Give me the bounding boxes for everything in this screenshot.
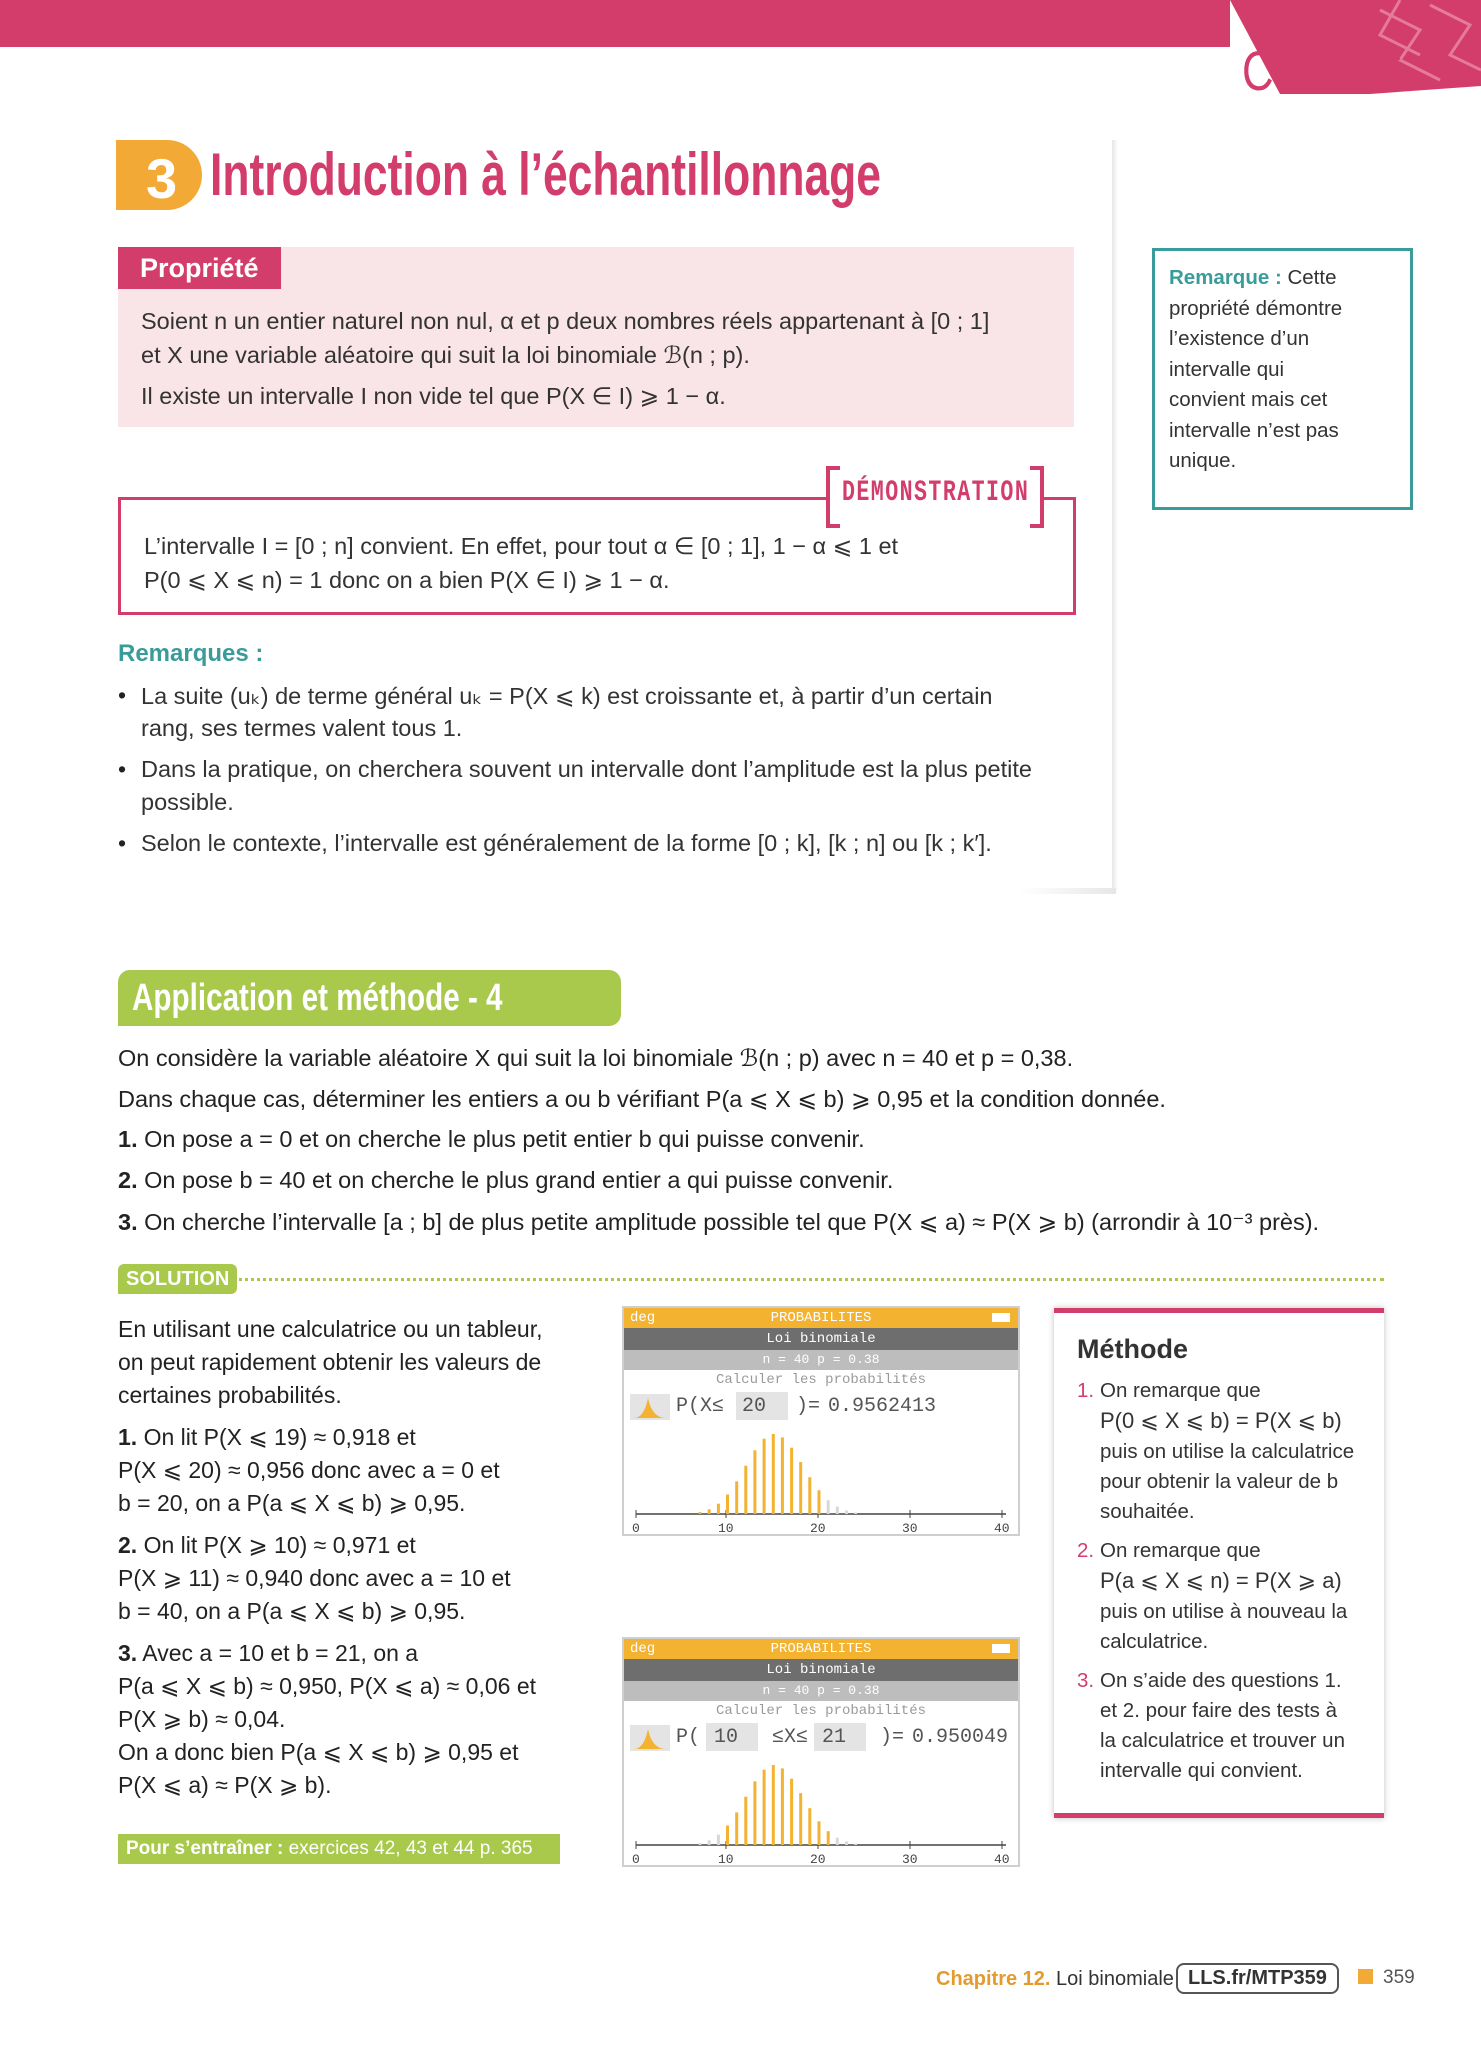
solution-3-line-4: On a donc bien P(a ⩽ X ⩽ b) ⩾ 0,95 et bbox=[118, 1739, 519, 1765]
solution-intro-1: En utilisant une calculatrice ou un tableur, bbox=[118, 1316, 543, 1342]
solution-2-line-3: b = 40, on a P(a ⩽ X ⩽ b) ⩾ 0,95. bbox=[118, 1598, 466, 1624]
remarques-title: Remarques : bbox=[118, 640, 264, 667]
application-q2 bbox=[118, 1167, 893, 1194]
application-q3 bbox=[118, 1208, 1319, 1236]
hist-bar bbox=[708, 1840, 711, 1845]
bullet-dot: • bbox=[118, 756, 127, 782]
s2-text: On lit P(X ⩾ 10) ≈ 0,971 et bbox=[137, 1532, 416, 1558]
application-q1 bbox=[118, 1126, 865, 1153]
demonstration-tag-text: DÉMONSTRATION bbox=[842, 476, 1030, 510]
solution-tag: SOLUTION bbox=[118, 1264, 237, 1294]
hist-tick-label: 0 bbox=[632, 1521, 640, 1534]
hist-bar bbox=[808, 1808, 811, 1845]
calc-field-b[interactable] bbox=[814, 1723, 866, 1751]
remarque-side-label: Remarque : bbox=[1169, 266, 1282, 289]
calc-law: Loi binomiale bbox=[624, 1328, 1018, 1350]
solution-2-line-1 bbox=[118, 1532, 416, 1559]
cours-label: COURS bbox=[1242, 39, 1404, 102]
hist-bar bbox=[753, 1450, 756, 1514]
hist-bar bbox=[699, 1843, 702, 1845]
remarque-1-line-2: rang, ses termes valent tous 1. bbox=[141, 715, 463, 741]
s3-text: Avec a = 10 et b = 21, on a bbox=[137, 1640, 419, 1666]
hist-bar bbox=[744, 1797, 747, 1845]
remarque-side-line: propriété démontre bbox=[1169, 296, 1343, 320]
calc-histogram bbox=[624, 1753, 1018, 1865]
remarque-2-line-1: Dans la pratique, on cherchera souvent un intervalle dont l’amplitude est la plus petite bbox=[141, 756, 1032, 782]
hist-bar bbox=[790, 1779, 793, 1845]
hist-bar bbox=[845, 1842, 848, 1846]
section-title: Introduction à l’échantillonnage bbox=[210, 141, 881, 208]
hist-bar bbox=[735, 1481, 738, 1514]
calc-mode: deg bbox=[630, 1310, 656, 1326]
calc-expr-mid: ≤X≤ bbox=[772, 1726, 809, 1749]
hist-tick-label: 40 bbox=[994, 1521, 1010, 1534]
solution-intro-2: on peut rapidement obtenir les valeurs de bbox=[118, 1349, 542, 1375]
hist-bar bbox=[726, 1826, 729, 1846]
hist-bar bbox=[772, 1434, 775, 1514]
distribution-icon bbox=[630, 1725, 670, 1751]
methode-3-line-4: intervalle qui convient. bbox=[1100, 1759, 1303, 1782]
methode-1-line-4: pour obtenir la valeur de b bbox=[1100, 1470, 1339, 1493]
s3-number: 3. bbox=[118, 1640, 138, 1666]
bullet-dot: • bbox=[118, 682, 127, 708]
calc-title: PROBABILITES bbox=[770, 1641, 872, 1657]
card-shadow-right bbox=[1112, 140, 1118, 892]
calc-header bbox=[624, 1308, 1018, 1328]
methode-2-line-2: P(a ⩽ X ⩽ n) = P(X ⩾ a) bbox=[1100, 1568, 1342, 1593]
methode-3-line-3: la calculatrice et trouver un bbox=[1100, 1729, 1345, 1752]
remarque-side-box bbox=[1152, 248, 1413, 510]
hist-bar bbox=[717, 1504, 720, 1514]
section-number-text: 3 bbox=[146, 147, 178, 210]
hist-tick-label: 30 bbox=[902, 1852, 918, 1865]
calc-expression bbox=[624, 1723, 1018, 1753]
methode-3-line-2: et 2. pour faire des tests à bbox=[1100, 1699, 1338, 1722]
hist-bar bbox=[827, 1831, 830, 1845]
hist-bar bbox=[845, 1511, 848, 1515]
calc-field-b-value: 20 bbox=[742, 1395, 767, 1418]
hist-tick-label: 30 bbox=[902, 1521, 918, 1534]
hist-bar bbox=[735, 1812, 738, 1845]
footer-square-icon bbox=[1358, 1969, 1373, 1984]
hist-bar bbox=[744, 1466, 747, 1514]
hist-bar bbox=[854, 1844, 857, 1846]
bracket-left bbox=[826, 466, 840, 528]
calc-expr-prefix: P( bbox=[676, 1726, 701, 1749]
q1-number: 1. bbox=[118, 1126, 138, 1152]
footer-chapter-name: Loi binomiale bbox=[1050, 1968, 1174, 1990]
solution-3-line-1 bbox=[118, 1640, 418, 1667]
solution-3-line-5: P(X ⩽ a) ≈ P(X ⩾ b). bbox=[118, 1772, 332, 1798]
hist-tick-label: 10 bbox=[718, 1521, 734, 1534]
q3-number: 3. bbox=[118, 1209, 138, 1235]
s1-text: On lit P(X ⩽ 19) ≈ 0,918 et bbox=[137, 1424, 416, 1450]
solution-3-line-3: P(X ⩾ b) ≈ 0,04. bbox=[118, 1706, 286, 1732]
calc-expression bbox=[624, 1392, 1018, 1422]
calc-law: Loi binomiale bbox=[624, 1659, 1018, 1681]
hist-bar bbox=[818, 1490, 821, 1514]
hist-bar bbox=[790, 1448, 793, 1514]
hist-tick-label: 40 bbox=[994, 1852, 1010, 1865]
hist-bar bbox=[708, 1509, 711, 1514]
solution-3-line-2: P(a ⩽ X ⩽ b) ≈ 0,950, P(X ⩽ a) ≈ 0,06 et bbox=[118, 1673, 537, 1699]
hist-bar bbox=[763, 1770, 766, 1845]
training-label: Pour s’entraîner : bbox=[126, 1838, 284, 1859]
calc-field-b-value: 21 bbox=[822, 1726, 847, 1749]
hist-bar bbox=[799, 1793, 802, 1845]
solution-intro-3: certaines probabilités. bbox=[118, 1382, 342, 1408]
propriete-line-1: Soient n un entier naturel non nul, α et p deux nombres réels appartenant à [0 ; 1] bbox=[141, 308, 990, 334]
calc-expr-prefix: P(X≤ bbox=[676, 1395, 725, 1418]
solution-1-line-3: b = 20, on a P(a ⩽ X ⩽ b) ⩾ 0,95. bbox=[118, 1490, 466, 1516]
methode-3-number: 3. bbox=[1077, 1669, 1095, 1692]
hist-bar bbox=[836, 1507, 839, 1514]
q1-text: On pose a = 0 et on cherche le plus petit entier b qui puisse convenir. bbox=[137, 1126, 865, 1152]
demonstration-line-1: L’intervalle I = [0 ; n] convient. En effet, pour tout α ∈ [0 ; 1], 1 − α ⩽ 1 et bbox=[144, 533, 899, 559]
footer-link[interactable]: LLS.fr/MTP359 bbox=[1176, 1963, 1339, 1994]
hist-bar bbox=[808, 1477, 811, 1514]
hist-bar bbox=[799, 1462, 802, 1514]
methode-2-line-1: On remarque que bbox=[1100, 1539, 1261, 1562]
methode-1-number: 1. bbox=[1077, 1379, 1095, 1402]
bracket-right bbox=[1030, 466, 1044, 528]
s2-number: 2. bbox=[118, 1532, 138, 1558]
remarque-side-line: l’existence d’un bbox=[1169, 327, 1310, 350]
remarque-3-line-1: Selon le contexte, l’intervalle est généralement de la forme [0 ; k], [k ; n] ou [k ; k′]. bbox=[141, 830, 992, 856]
calc-field-a-value: 10 bbox=[714, 1726, 739, 1749]
calc-expr-suffix: )= bbox=[796, 1395, 821, 1418]
calc-field-a[interactable] bbox=[706, 1723, 758, 1751]
hist-bar bbox=[699, 1512, 702, 1514]
hist-tick-label: 0 bbox=[632, 1852, 640, 1865]
training-banner[interactable] bbox=[118, 1834, 560, 1864]
methode-2-number: 2. bbox=[1077, 1539, 1095, 1562]
hist-bar bbox=[717, 1835, 720, 1845]
calc-result: 0.9562413 bbox=[828, 1395, 937, 1418]
battery-icon bbox=[992, 1313, 1010, 1322]
calc-histogram bbox=[624, 1422, 1018, 1534]
s1-number: 1. bbox=[118, 1424, 138, 1450]
q2-text: On pose b = 40 et on cherche le plus grand entier a qui puisse convenir. bbox=[137, 1167, 894, 1193]
footer-chapter bbox=[936, 1968, 1174, 1991]
calc-result: 0.950049 bbox=[912, 1726, 1009, 1749]
hist-bar bbox=[763, 1439, 766, 1514]
bullet-dot: • bbox=[118, 830, 127, 856]
demonstration-line-2: P(0 ⩽ X ⩽ n) = 1 donc on a bien P(X ∈ I) ⩾ 1 − α. bbox=[144, 567, 670, 593]
calc-params: n = 40 p = 0.38 bbox=[624, 1681, 1018, 1701]
methode-2-line-4: calculatrice. bbox=[1100, 1630, 1209, 1653]
hist-bar bbox=[781, 1768, 784, 1845]
remarque-side-line: unique. bbox=[1169, 449, 1237, 472]
remarque-1-line-1: La suite (uₖ) de terme général uₖ = P(X ⩽ k) est croissante et, à partir d’un certain bbox=[141, 683, 993, 709]
section-number bbox=[116, 140, 202, 210]
hist-bar bbox=[836, 1838, 839, 1845]
methode-title: Méthode bbox=[1077, 1334, 1188, 1364]
remarque-side-line: Cette bbox=[1281, 266, 1337, 289]
propriete-tag: Propriété bbox=[118, 247, 281, 289]
q3-text: On cherche l’intervalle [a ; b] de plus petite amplitude possible tel que P(X ⩽ a) ≈ P(X ⩾ b) (arrondir à 10⁻³ près). bbox=[137, 1209, 1320, 1235]
methode-1-line-5: souhaitée. bbox=[1100, 1500, 1195, 1523]
calculator-screen-2 bbox=[622, 1637, 1020, 1867]
calc-params: n = 40 p = 0.38 bbox=[624, 1350, 1018, 1370]
hist-bar bbox=[854, 1513, 857, 1515]
calc-field-b[interactable] bbox=[736, 1392, 788, 1420]
calc-title: PROBABILITES bbox=[770, 1310, 872, 1326]
distribution-icon bbox=[630, 1394, 670, 1420]
methode-1-line-3: puis on utilise la calculatrice bbox=[1100, 1440, 1355, 1463]
battery-icon bbox=[992, 1644, 1010, 1653]
solution-1-line-1 bbox=[118, 1424, 416, 1451]
calculator-screen-1 bbox=[622, 1306, 1020, 1536]
propriete-line-3: Il existe un intervalle I non vide tel que P(X ∈ I) ⩾ 1 − α. bbox=[141, 383, 726, 409]
hist-bar bbox=[772, 1765, 775, 1845]
header-bar bbox=[0, 0, 1230, 47]
application-intro-1: On considère la variable aléatoire X qui suit la loi binomiale ℬ(n ; p) avec n = 40 et p = 0,38. bbox=[118, 1045, 1074, 1071]
methode-2-line-3: puis on utilise à nouveau la bbox=[1100, 1600, 1348, 1623]
hist-tick-label: 20 bbox=[810, 1852, 826, 1865]
calc-action: Calculer les probabilités bbox=[715, 1372, 927, 1388]
methode-3-line-1: On s’aide des questions 1. bbox=[1100, 1669, 1342, 1692]
solution-2-line-2: P(X ⩾ 11) ≈ 0,940 donc avec a = 10 et bbox=[118, 1565, 511, 1591]
propriete-line-2: et X une variable aléatoire qui suit la loi binomiale ℬ(n ; p). bbox=[141, 342, 750, 368]
calc-expr-suffix: )= bbox=[880, 1726, 905, 1749]
application-tag bbox=[118, 970, 621, 1026]
remarque-side-line: intervalle qui bbox=[1169, 357, 1285, 381]
q2-number: 2. bbox=[118, 1167, 138, 1193]
solution-divider bbox=[232, 1278, 1384, 1281]
application-intro-2: Dans chaque cas, déterminer les entiers a ou b vérifiant P(a ⩽ X ⩽ b) ⩾ 0,95 et la condition donnée. bbox=[118, 1086, 1166, 1112]
methode-1-line-2: P(0 ⩽ X ⩽ b) = P(X ⩽ b) bbox=[1100, 1408, 1342, 1433]
calc-mode: deg bbox=[630, 1641, 656, 1657]
hist-bar bbox=[753, 1781, 756, 1845]
hist-tick-label: 20 bbox=[810, 1521, 826, 1534]
calc-header bbox=[624, 1639, 1018, 1659]
hist-bar bbox=[818, 1821, 821, 1845]
hist-tick-label: 10 bbox=[718, 1852, 734, 1865]
page-number: 359 bbox=[1383, 1967, 1415, 1988]
hist-bar bbox=[781, 1437, 784, 1514]
remarque-2-line-2: possible. bbox=[141, 789, 234, 815]
card-shadow-bottom bbox=[1020, 888, 1116, 894]
training-text: exercices 42, 43 et 44 p. 365 bbox=[283, 1838, 533, 1859]
hist-bar bbox=[726, 1495, 729, 1515]
footer-chapter-number: Chapitre 12. bbox=[936, 1968, 1051, 1990]
demonstration-tag bbox=[826, 466, 1044, 524]
methode-1-line-1: On remarque que bbox=[1100, 1379, 1261, 1402]
remarque-side-line: intervalle n’est pas bbox=[1169, 418, 1339, 442]
calc-action: Calculer les probabilités bbox=[715, 1703, 927, 1719]
application-tag-text: Application et méthode - 4 bbox=[132, 977, 503, 1019]
solution-1-line-2: P(X ⩽ 20) ≈ 0,956 donc avec a = 0 et bbox=[118, 1457, 500, 1483]
remarque-side-line: convient mais cet bbox=[1169, 388, 1328, 411]
hist-bar bbox=[827, 1500, 830, 1514]
